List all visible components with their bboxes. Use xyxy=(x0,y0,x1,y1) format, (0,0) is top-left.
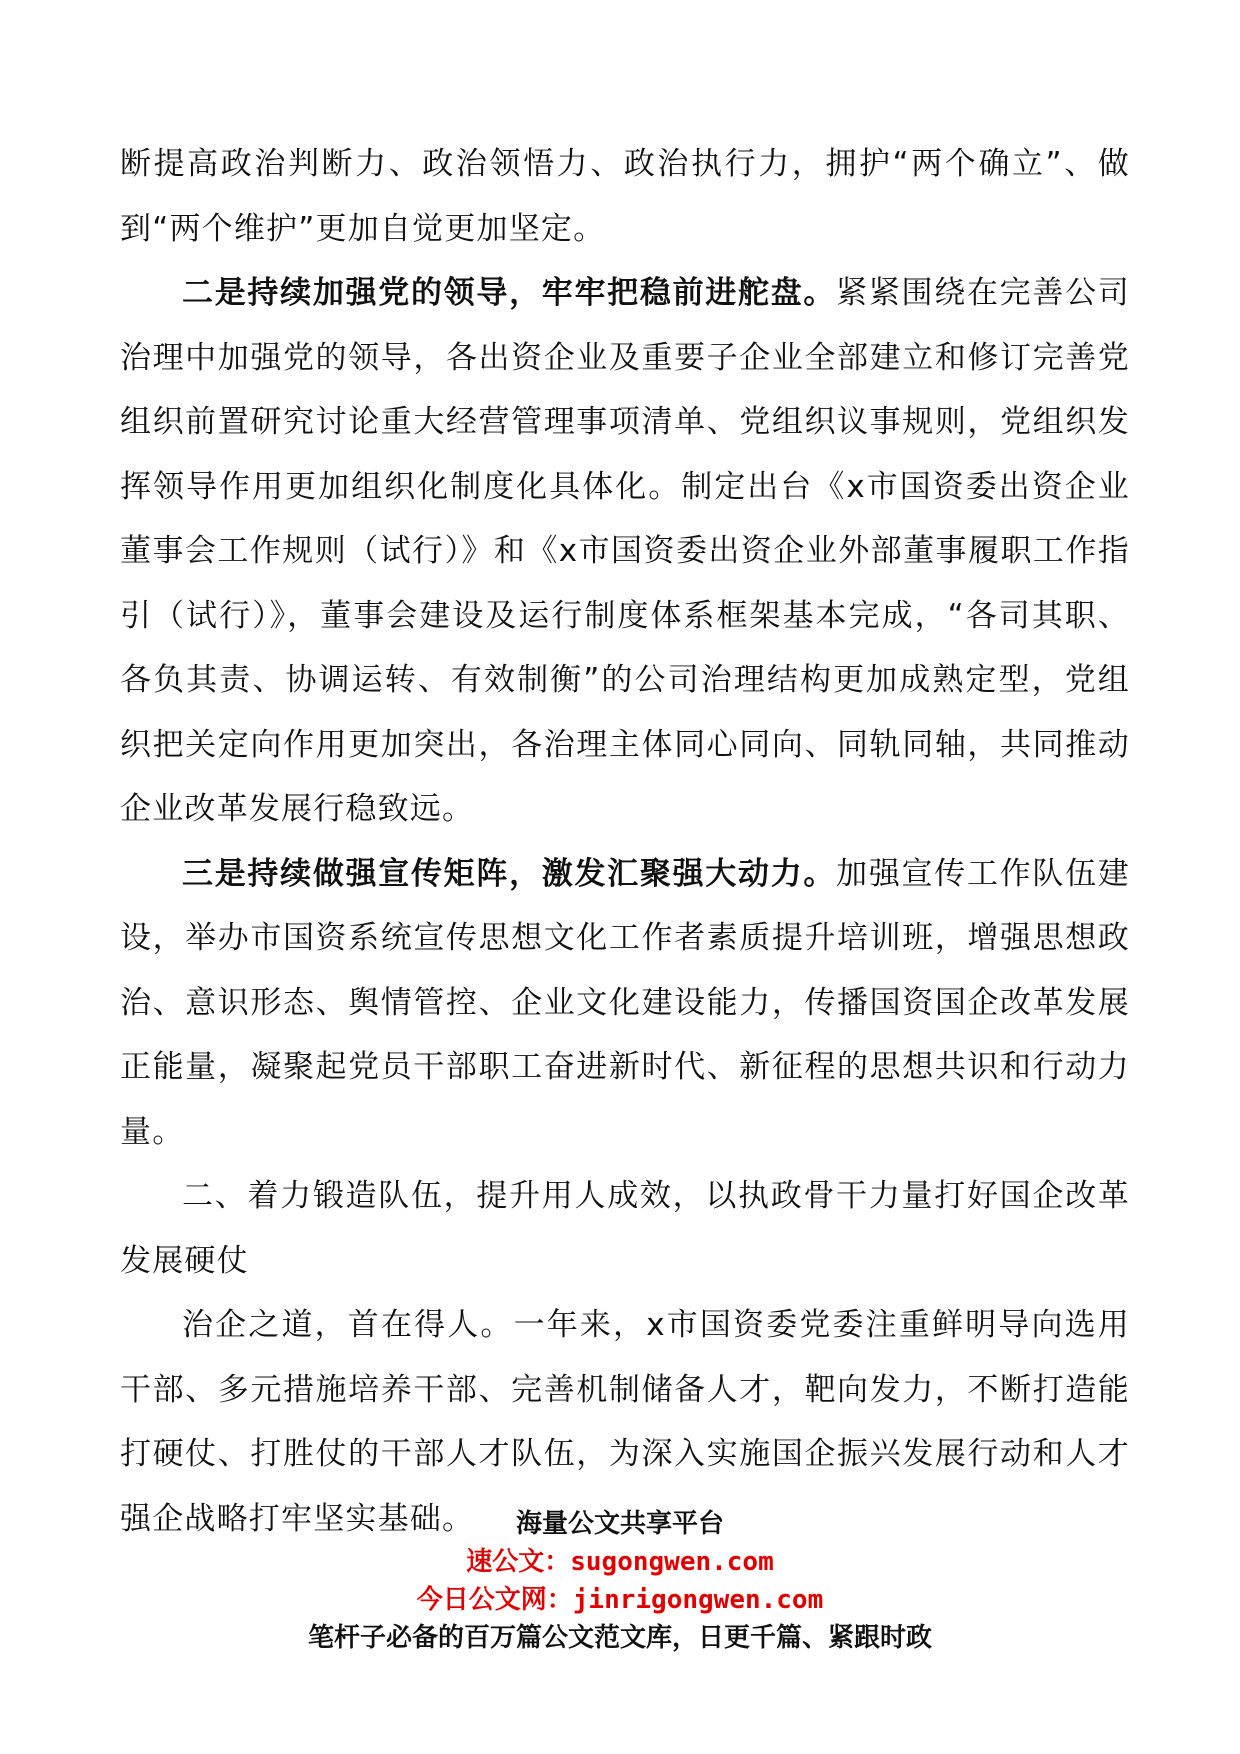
paragraph-text: 紧紧围绕在完善公司治理中加强党的领导，各出资企业及重要子企业全部建立和修订完善党组织前置研究讨论重大经营管理事项清单、党组织议事规则，党组织发挥领导作用更加组织化制度化具体化。制定出台《x市国资委出资企业董事会工作规则（试行）》和《x市国资委出资企业外部董事履职工作指引（试行）》，董事会建设及运行制度体系框架基本完成，“各司其职、各负其责、协调运转、有效制衡”的公司治理结构更加成熟定型，党组织把关定向作用更加突出，各治理主体同心同向、同轨同轴，共同推动企业改革发展行稳致远。 xyxy=(120,275,1130,827)
paragraph-lead-heading: 三是持续做强宣传矩阵，激发汇聚强大动力。 xyxy=(182,855,837,892)
footer-site-jinrigongwen[interactable] xyxy=(0,1581,1240,1619)
paragraph-text: 加强宣传工作队伍建设，举办市国资系统宣传思想文化工作者素质提升培训班，增强思想政治、意识形态、舆情管控、企业文化建设能力，传播国资国企改革发展正能量，凝聚起党员干部职工奋进新时代、新征程的思想共识和行动力量。 xyxy=(120,855,1130,1150)
paragraph-continuation xyxy=(120,132,1130,261)
paragraph-text: 治企之道，首在得人。一年来，x市国资委党委注重鲜明导向选用干部、多元措施培养干部、完善机制储备人才，靶向发力，不断打造能打硬仗、打胜仗的干部人才队伍，为深入实施国企振兴发展行动和人才强企战略打牢坚实基础。 xyxy=(120,1307,1130,1537)
footer-site-label: 速公文： xyxy=(466,1547,571,1577)
paragraph-lead-heading: 二是持续加强党的领导，牢牢把稳前进舵盘。 xyxy=(182,275,837,311)
footer-platform-title: 海量公文共享平台 xyxy=(515,1509,724,1539)
document-body xyxy=(120,132,1130,1551)
paragraph-text: 断提高政治判断力、政治领悟力、政治执行力，拥护“两个确立”、做到“两个维护”更加自觉更加坚定。 xyxy=(120,146,1130,247)
footer-slogan: 笔杆子必备的百万篇公文范文库，日更千篇、紧跟时政 xyxy=(307,1623,932,1653)
section-heading-text: 二、着力锻造队伍，提升用人成效，以执政骨干力量打好国企改革发展硬仗 xyxy=(120,1178,1130,1279)
section-heading-two xyxy=(120,1164,1130,1293)
footer-site-label: 今日公文网： xyxy=(416,1585,573,1615)
paragraph-publicity-matrix xyxy=(120,842,1130,1165)
footer-site-sugongwen[interactable] xyxy=(0,1543,1240,1581)
footer-site-url[interactable]: jinrigongwen.com xyxy=(572,1585,824,1615)
footer-promo xyxy=(0,1505,1240,1657)
paragraph-party-leadership xyxy=(120,261,1130,842)
footer-site-url[interactable]: sugongwen.com xyxy=(570,1547,774,1577)
